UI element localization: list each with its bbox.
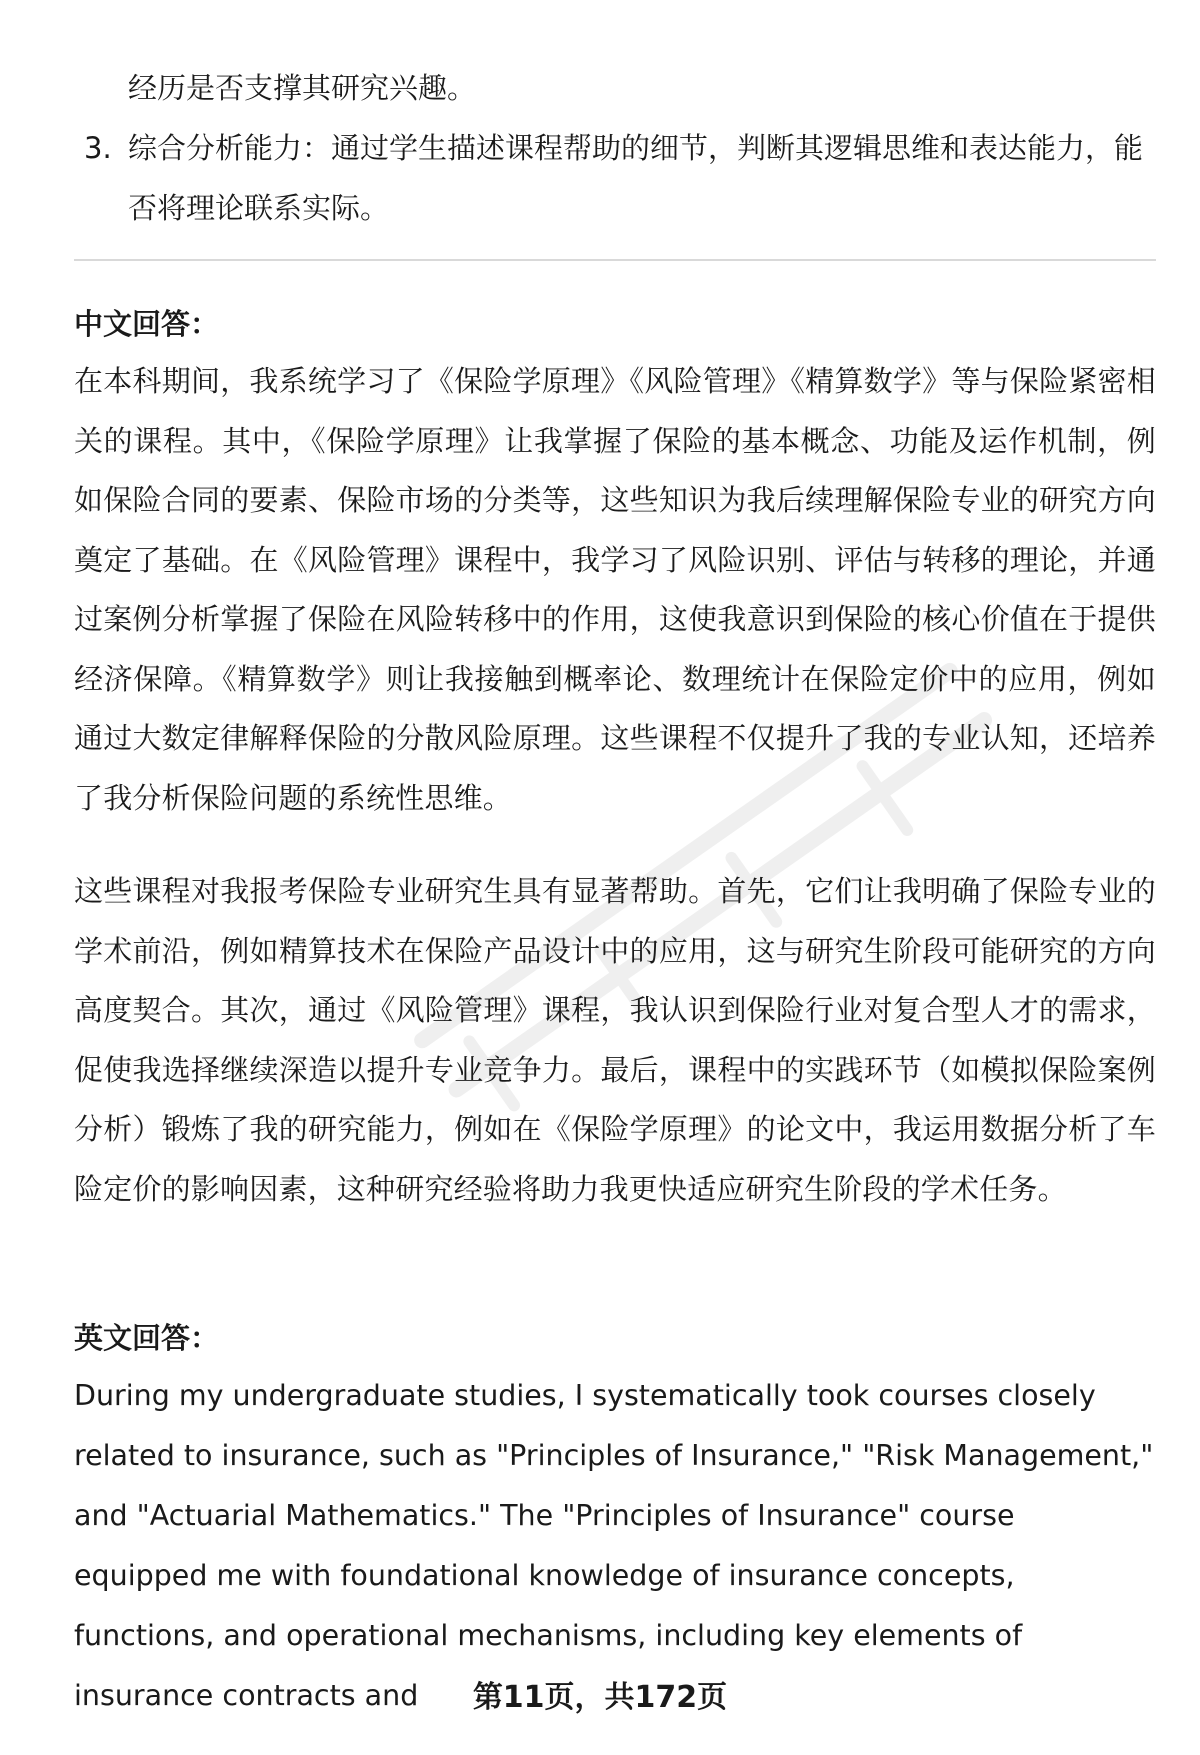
chinese-answer-paragraph-1: 在本科期间，我系统学习了《保险学原理》《风险管理》《精算数学》等与保险紧密相关的课程。其中，《保险学原理》让我掌握了保险的基本概念、功能及运作机制，例如保险合同的要素、保险市场的分类等，这些知识为我后续理解保险专业的研究方向奠定了基础。在《风险管理》课程中，我学习了风险识别、评估与转移的理论，并通过案例分析掌握了保险在风险转移中的作用，这使我意识到保险的核心价值在于提供经济保障。《精算数学》则让我接触到概率论、数理统计在保险定价中的应用，例如通过大数定律解释保险的分散风险原理。这些课程不仅提升了我的专业认知，还培养了我分析保险问题的系统性思维。 — [74, 364, 1156, 815]
page-number-footer: 第11页，共172页 — [472, 1680, 728, 1715]
english-answer-heading: 英文回答： — [74, 1321, 220, 1355]
english-answer-paragraph: During my undergraduate studies, I systematically took courses closely related to insurance, such as "Principles of Insurance," "Risk Management," and "Actuarial Mathematics." The "Principles of Insurance" course equipped me with foundational knowledge of insurance concepts, functions, and operational mechanisms, including key elements of insurance contracts and — [74, 1379, 1154, 1712]
section-divider — [74, 259, 1156, 261]
chinese-answer-heading: 中文回答： — [74, 307, 220, 341]
list-item-number: 3. — [84, 131, 112, 165]
chinese-answer-paragraph-2: 这些课程对我报考保险专业研究生具有显著帮助。首先，它们让我明确了保险专业的学术前沿，例如精算技术在保险产品设计中的应用，这与研究生阶段可能研究的方向高度契合。其次，通过《风险管理》课程，我认识到保险行业对复合型人才的需求，促使我选择继续深造以提升专业竞争力。最后，课程中的实践环节（如模拟保险案例分析）锻炼了我的研究能力，例如在《保险学原理》的论文中，我运用数据分析了车险定价的影响因素，这种研究经验将助力我更快适应研究生阶段的学术任务。 — [74, 874, 1156, 1206]
list-item-continuation: 经历是否支撑其研究兴趣。 — [128, 71, 477, 105]
list-item-text: 综合分析能力：通过学生描述课程帮助的细节，判断其逻辑思维和表达能力，能否将理论联系实际。 — [128, 131, 1144, 225]
